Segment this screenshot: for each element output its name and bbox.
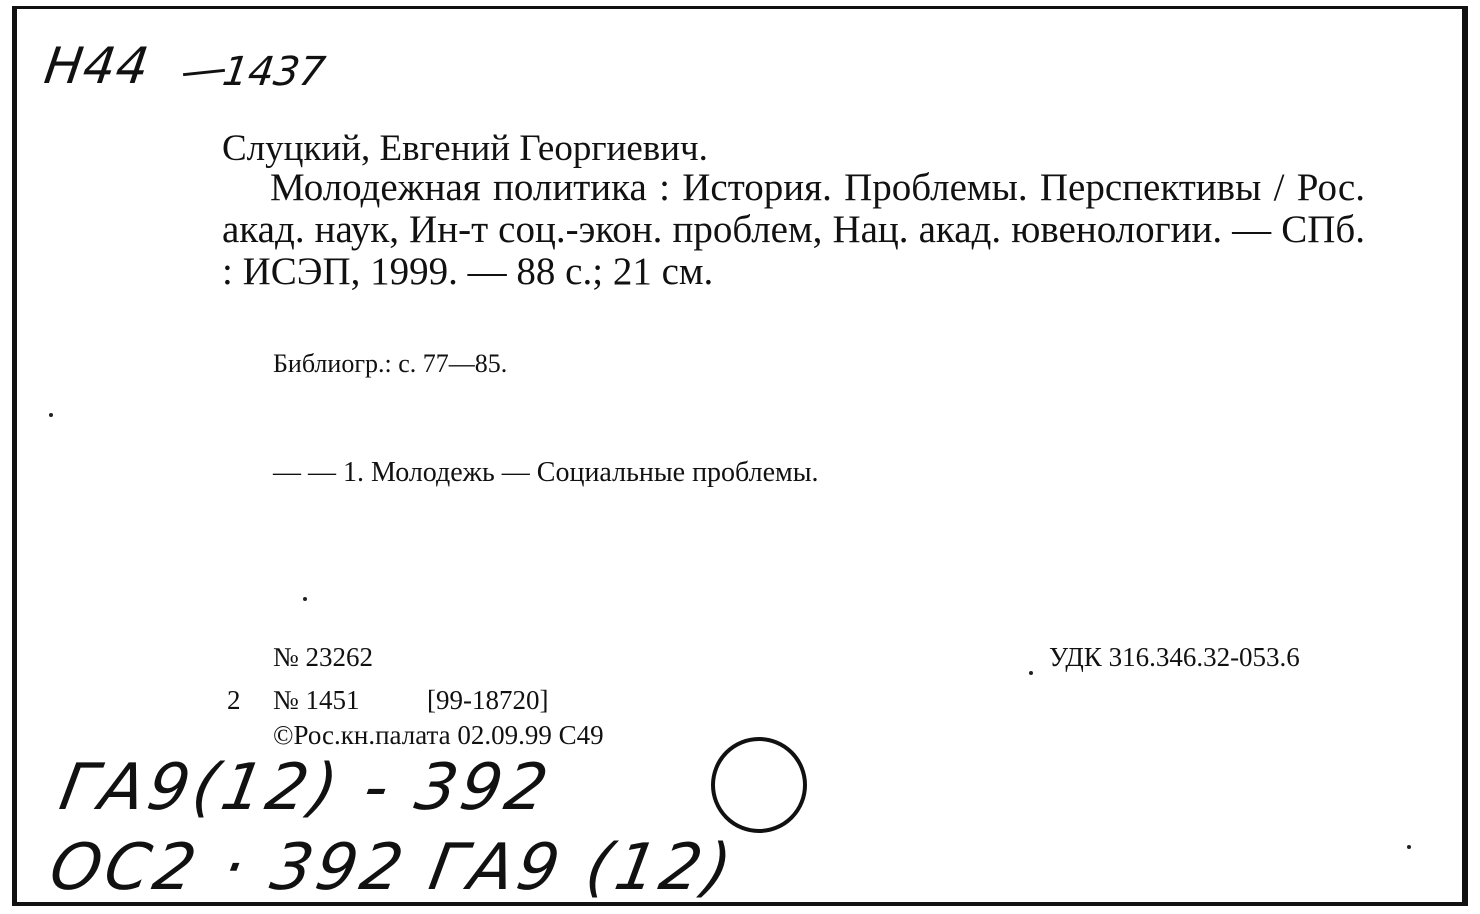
scan-speck [1029, 671, 1033, 675]
stamp-circle [711, 737, 807, 833]
record-number: № 23262 [273, 642, 374, 672]
udc-code: УДК 316.346.32-053.6 [1049, 642, 1300, 672]
scan-speck [303, 597, 307, 601]
copies-count: 2 [227, 685, 241, 715]
shelfmark-divider [183, 69, 225, 76]
scan-speck [1407, 845, 1411, 849]
handwritten-classification-1: ГА9(12) - 392 [54, 751, 557, 825]
bibliography-note: Библиогр.: с. 77—85. [273, 349, 508, 378]
shelfmark-top: Н44 [40, 37, 154, 95]
shelfmark-bottom: 1437 [219, 49, 329, 95]
scan-speck [49, 413, 53, 417]
author-heading: Слуцкий, Евгений Георгиевич. [222, 128, 708, 169]
title-description: Молодежная политика : История. Проблемы. Перспективы / Рос. акад. наук, Ин-т соц.-экон. проблем, Нац. акад. ювенологии. — СПб. : ИСЭП, 1999. — 88 с.; 21 см. [222, 166, 1365, 293]
copyright-line: ©Рос.кн.палата 02.09.99 С49 [273, 720, 604, 750]
handwritten-classification-2: ОС2 · 392 ГА9 (12) [44, 831, 741, 905]
subject-heading: — — 1. Молодежь — Социальные проблемы. [273, 457, 819, 488]
registration-number: [99-18720] [427, 685, 549, 715]
catalog-card [12, 6, 1468, 906]
card-number: № 1451 [273, 685, 360, 715]
